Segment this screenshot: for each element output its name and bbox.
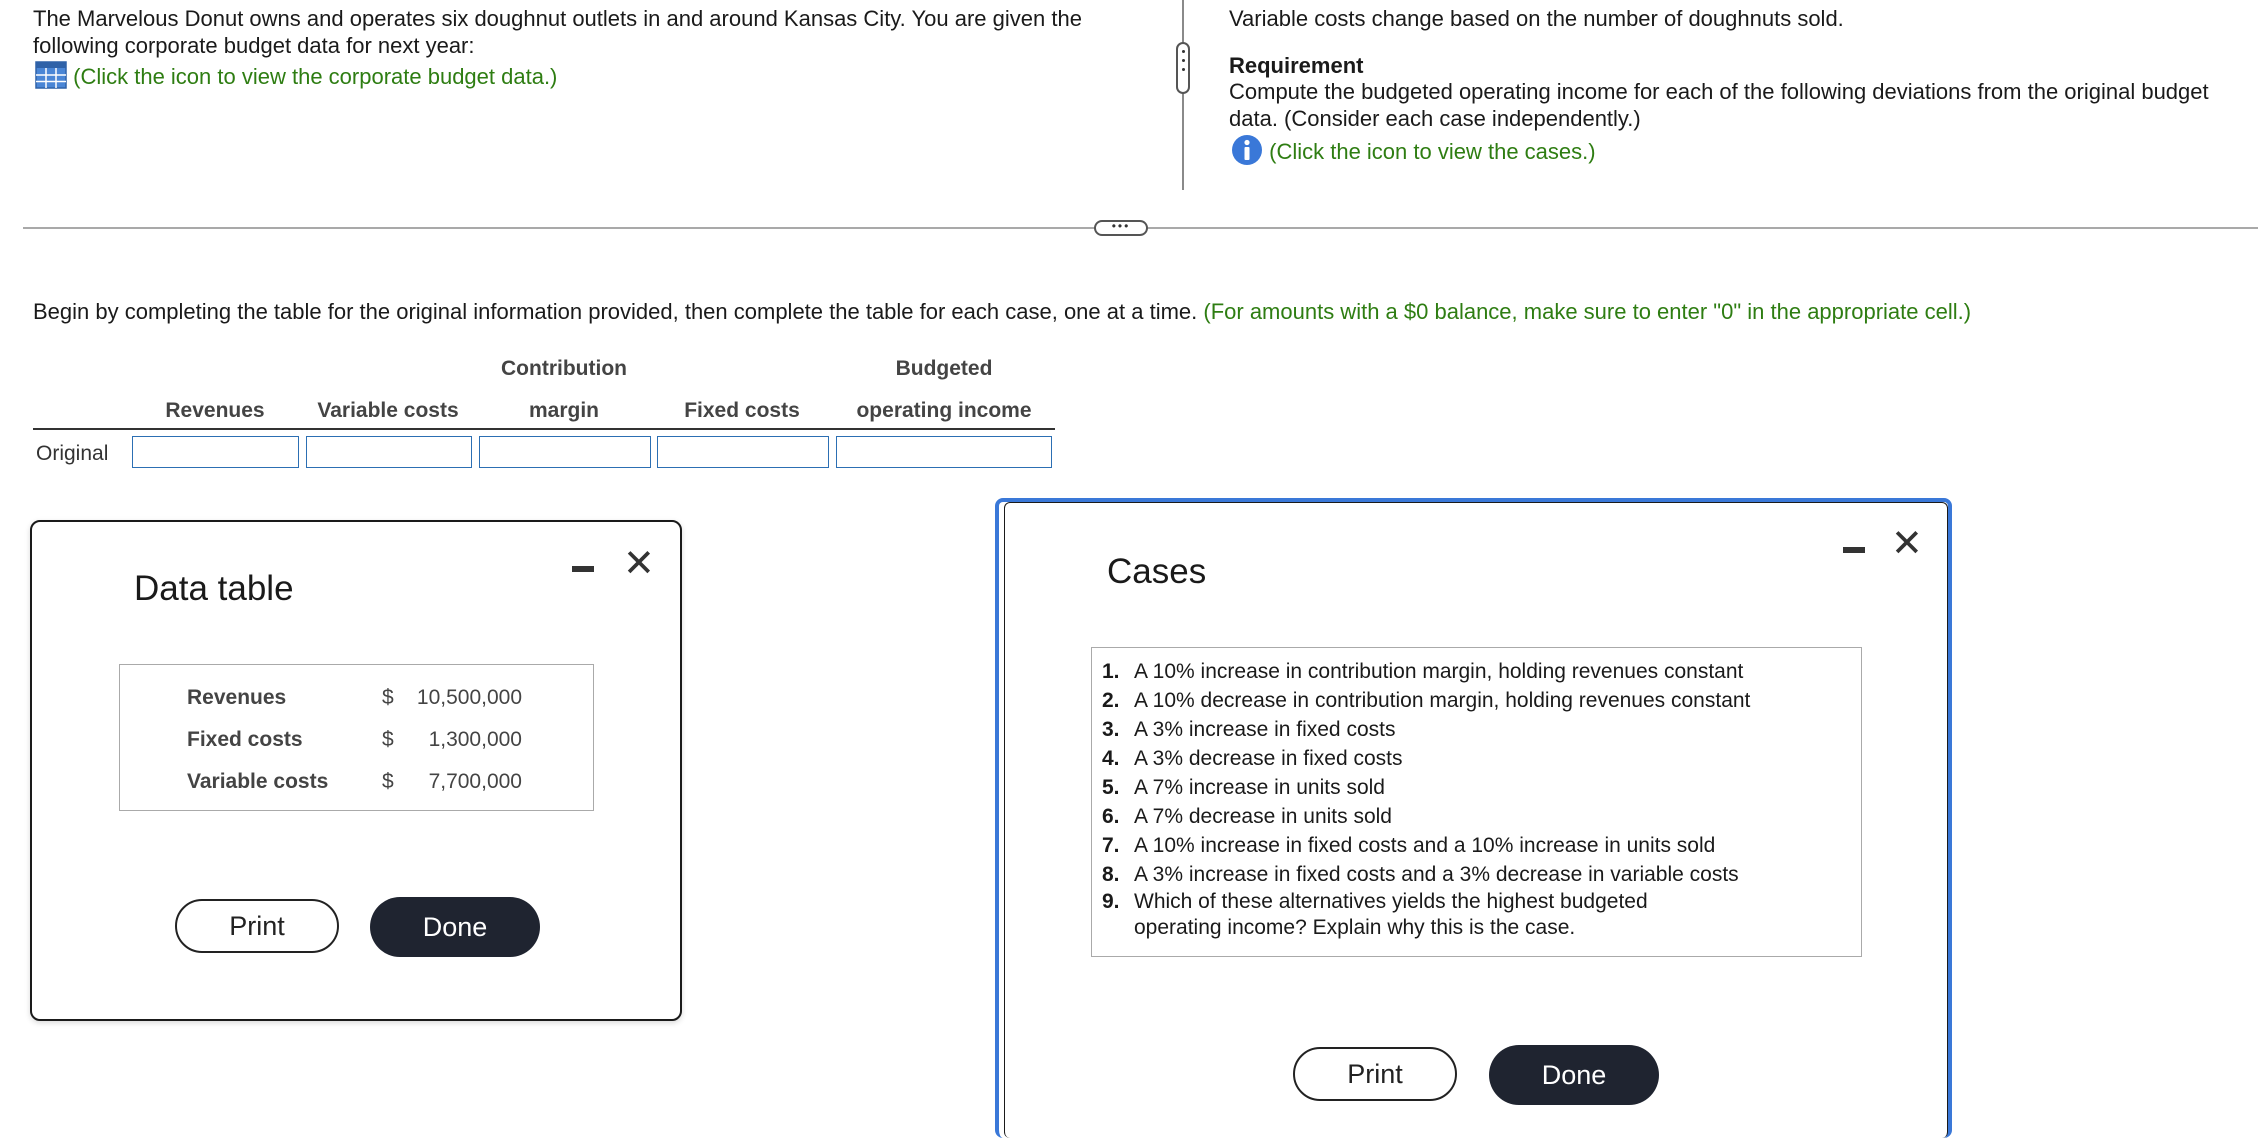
data-table-dialog <box>30 520 682 1021</box>
cases-link-text[interactable]: (Click the icon to view the cases.) <box>1269 138 1596 164</box>
vertical-divider <box>1182 0 1184 190</box>
vertical-resize-handle[interactable] <box>1176 42 1190 94</box>
case-text: A 10% decrease in contribution margin, holding revenues constant <box>1134 689 1751 712</box>
case-text: A 10% increase in fixed costs and a 10% increase in units sold <box>1134 834 1716 857</box>
input-contribution-margin[interactable] <box>479 436 651 468</box>
requirement-line-1: Compute the budgeted operating income for each of the following deviations from the original budget <box>1229 79 2209 104</box>
print-button[interactable]: Print <box>175 899 339 953</box>
case-text: A 10% increase in contribution margin, holding revenues constant <box>1134 660 1744 683</box>
header-fixed-costs: Fixed costs <box>684 399 800 422</box>
data-row-label: Revenues <box>187 686 287 709</box>
variable-cost-note: Variable costs change based on the number of doughnuts sold. <box>1229 6 1844 31</box>
budget-data-link[interactable] <box>35 61 557 95</box>
case-item <box>1102 715 1851 744</box>
case-number: 4. <box>1102 747 1120 770</box>
done-button[interactable]: Done <box>370 897 540 957</box>
instruction <box>33 298 2243 325</box>
data-row-currency: $ <box>382 770 394 793</box>
row-label-original: Original <box>36 442 109 465</box>
case-text: A 7% increase in units sold <box>1134 776 1385 799</box>
requirement-text <box>1229 78 2254 132</box>
cases-dialog <box>995 498 1952 1138</box>
data-row-currency: $ <box>382 728 394 751</box>
case-item <box>1102 831 1851 860</box>
case-number: 6. <box>1102 805 1120 828</box>
case-number: 2. <box>1102 689 1120 712</box>
horizontal-resize-handle[interactable]: ••• <box>1094 220 1148 236</box>
data-row-label: Variable costs <box>187 770 329 793</box>
header-contribution-bottom: margin <box>528 399 599 422</box>
close-icon[interactable]: ✕ <box>1891 523 1923 565</box>
data-row-label: Fixed costs <box>187 728 303 751</box>
minimize-icon[interactable] <box>1843 547 1865 553</box>
close-icon[interactable]: ✕ <box>623 543 655 585</box>
case-number: 1. <box>1102 660 1120 683</box>
intro-text <box>33 5 1153 59</box>
case-text: A 7% decrease in units sold <box>1134 805 1392 828</box>
case-number: 5. <box>1102 776 1120 799</box>
case-item <box>1102 773 1851 802</box>
case-item <box>1102 889 1851 941</box>
budget-data-link-text[interactable]: (Click the icon to view the corporate budget data.) <box>73 63 558 89</box>
case-number: 8. <box>1102 863 1120 886</box>
case-item <box>1102 657 1851 686</box>
case-number: 9. <box>1102 890 1120 913</box>
info-icon[interactable] <box>1231 134 1263 172</box>
minimize-icon[interactable] <box>572 566 594 572</box>
cases-dialog-title: Cases <box>1107 552 1207 591</box>
data-row-amount: 7,700,000 <box>428 770 522 793</box>
input-variable-costs[interactable] <box>306 436 472 468</box>
case-text: A 3% increase in fixed costs <box>1134 718 1396 741</box>
requirement-heading: Requirement <box>1229 53 1364 78</box>
done-button[interactable]: Done <box>1489 1045 1659 1105</box>
case-text: Which of these alternatives yields the highest budgeted operating income? Explain why this is the case. <box>1134 890 1648 939</box>
cases-list <box>1102 657 1851 941</box>
case-item <box>1102 802 1851 831</box>
header-budgeted-bottom: operating income <box>856 399 1032 422</box>
header-revenues: Revenues <box>165 399 265 422</box>
table-grid-icon[interactable] <box>35 61 67 95</box>
intro-line-2: following corporate budget data for next year: <box>33 33 475 58</box>
data-row-amount: 10,500,000 <box>416 686 522 709</box>
cases-link[interactable] <box>1231 134 1596 172</box>
instruction-text: Begin by completing the table for the original information provided, then complete the table for each case, one at a time. <box>33 299 1198 324</box>
case-item <box>1102 744 1851 773</box>
input-revenues[interactable] <box>132 436 299 468</box>
case-text: A 3% increase in fixed costs and a 3% decrease in variable costs <box>1134 863 1739 886</box>
print-button[interactable]: Print <box>1293 1047 1457 1101</box>
case-number: 7. <box>1102 834 1120 857</box>
input-budgeted-operating-income[interactable] <box>836 436 1052 468</box>
header-budgeted-top: Budgeted <box>895 357 993 380</box>
case-item <box>1102 860 1851 889</box>
data-dialog-title: Data table <box>134 569 294 608</box>
input-fixed-costs[interactable] <box>657 436 829 468</box>
case-text: A 3% decrease in fixed costs <box>1134 747 1403 770</box>
cases-list-box <box>1091 647 1862 957</box>
header-rule <box>33 428 1055 430</box>
header-variable-costs: Variable costs <box>317 399 459 422</box>
instruction-hint: (For amounts with a $0 balance, make sure to enter "0" in the appropriate cell.) <box>1203 299 1972 324</box>
case-item <box>1102 686 1851 715</box>
data-row-currency: $ <box>382 686 394 709</box>
requirement-line-2: data. (Consider each case independently.) <box>1229 106 1641 131</box>
budget-data-table <box>119 664 594 811</box>
intro-line-1: The Marvelous Donut owns and operates six doughnut outlets in and around Kansas City. You are given the <box>33 6 1082 31</box>
header-contribution-top: Contribution <box>501 357 627 380</box>
case-number: 3. <box>1102 718 1120 741</box>
data-row-amount: 1,300,000 <box>428 728 522 751</box>
